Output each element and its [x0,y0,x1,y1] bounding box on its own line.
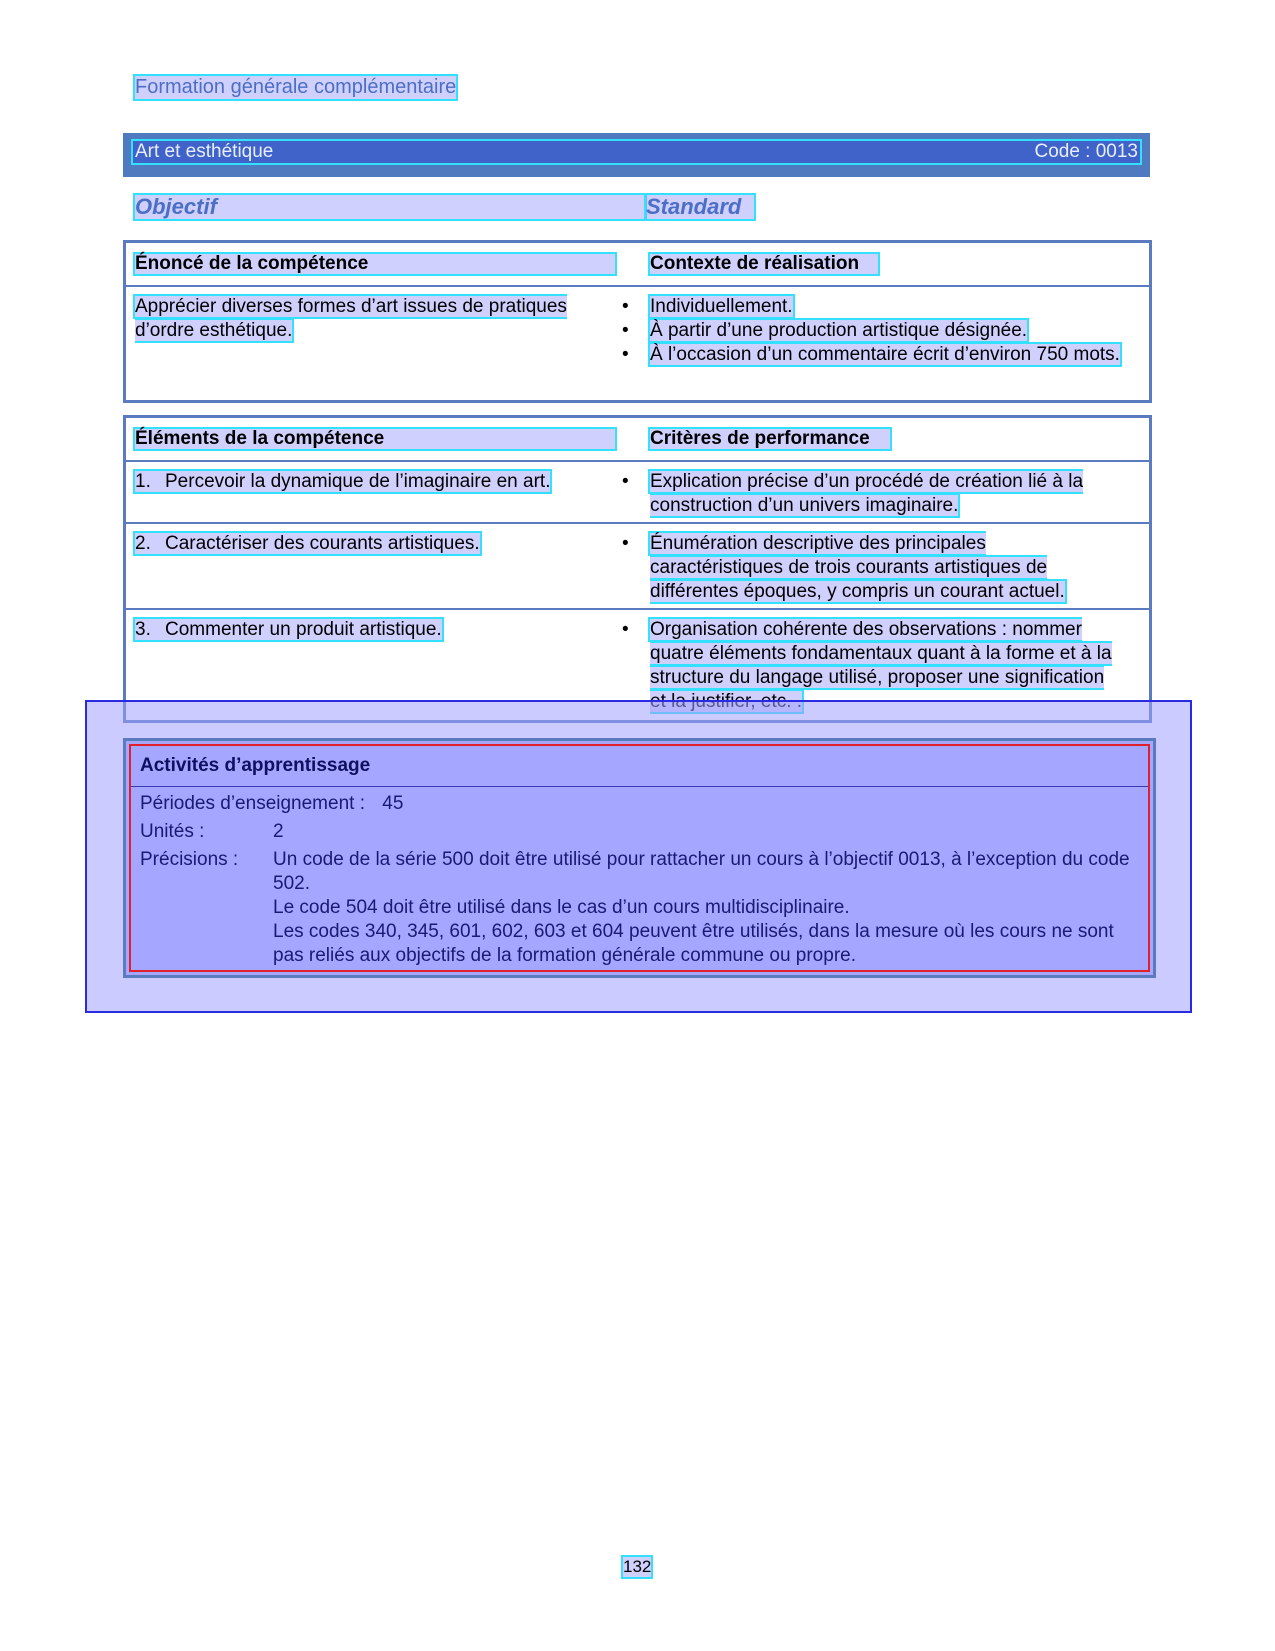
details [273,848,1138,968]
criteria-header: Critères de performance [650,429,890,449]
table-row: 3. Commenter un produit artistique. • Organisation cohérente des observations : nommer quatre éléments fondamentaux quant à la forme et à la structure du langage utilisé, proposer une signification [126,610,1149,718]
detail-item: Un code de la série 500 doit être utilisé pour rattacher un cours à l’objectif 0013, à l’exception du code 502. [273,849,1130,894]
criterion: • Organisation cohérente des observations : nommer quatre éléments fondamentaux quant à la forme et à la structure du langage utilisé, proposer une signification [620,618,1120,714]
detail-item: Les codes 340, 345, 601, 602, 603 et 604 peuvent être utilisés, dans la mesure où les cours ne sont pas reliés aux objectifs de la formation générale commune ou propre. [273,921,1114,966]
table-row: 2. Caractériser des courants artistiques. • Énumération descriptive des principales caractéristiques de trois courants artistiques de différentes époques, y compris un courant actuel. [126,524,1149,610]
competence-statement: Apprécier diverses formes d’art issues de pratiques d’ordre esthétique. [135,296,567,341]
list-item: • Individuellement. [620,295,1120,319]
course-code: Code : 0013 [1034,141,1138,162]
units-label: Unités : [140,821,205,842]
periods-value: 45 [382,793,404,814]
course-title: Art et esthétique [135,141,274,162]
competence-statement-header: Énoncé de la compétence [135,254,615,274]
page-number: 132 [623,1557,652,1576]
units [140,820,284,844]
element-text: Percevoir la dynamique de l’imaginaire en art. [165,471,551,492]
course-header [123,133,1150,177]
elements-header: Éléments de la compétence [135,429,615,449]
criterion: • Énumération descriptive des principales caractéristiques de trois courants artistiques de différentes époques, y compris un courant actuel. [620,532,1120,604]
objective-label: Objectif [135,195,645,219]
section-title: Formation générale complémentaire [135,76,457,98]
element-text: Commenter un produit artistique. [165,619,442,640]
table-row: 1. Percevoir la dynamique de l’imaginaire en art. • Explication précise d’un procédé de création lié à la construction d’un univers imaginaire. [126,462,1149,524]
detail-item: Le code 504 doit être utilisé dans le cas d’un cours multidisciplinaire. [273,897,850,918]
periods-label: Périodes d’enseignement : [140,793,365,814]
criterion: • Explication précise d’un procédé de création lié à la construction d’un univers imaginaire. [620,470,1120,518]
context-header: Contexte de réalisation [650,254,878,274]
details-label: Précisions : [140,849,239,870]
units-value: 2 [273,821,284,842]
competence-box [123,240,1152,403]
standard-label: Standard [646,195,754,219]
list-item: • À partir d’une production artistique désignée. [620,319,1120,343]
elements-box [123,415,1152,723]
element-text: Caractériser des courants artistiques. [165,533,480,554]
list-item: • À l’occasion d’un commentaire écrit d’environ 750 mots. [620,343,1120,367]
context-list [620,295,1120,367]
periods [140,792,403,816]
activities-box [123,738,1156,978]
activities-title: Activités d’apprentissage [140,755,371,776]
